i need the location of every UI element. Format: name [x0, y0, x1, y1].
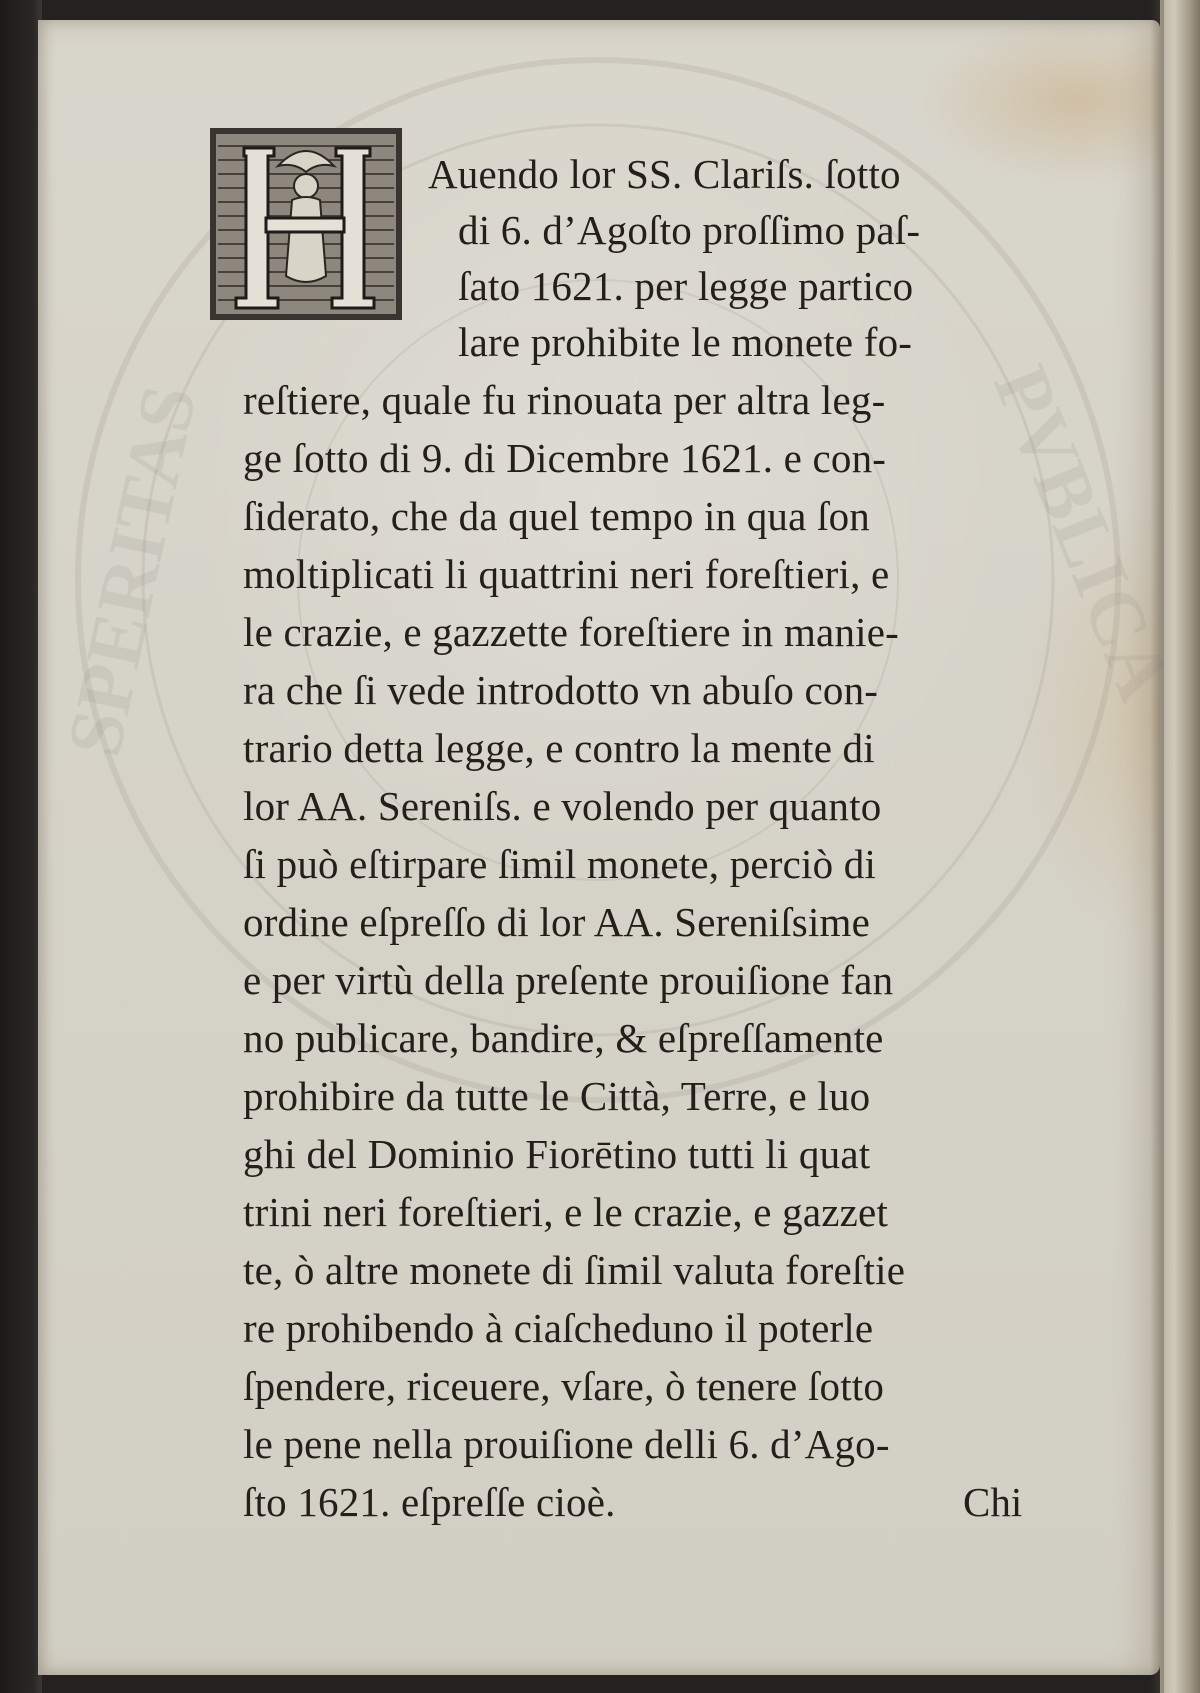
text-line: reſtiere, quale fu rinouata per altra leg- [243, 377, 886, 423]
text-line: ge ſotto di 9. di Dicembre 1621. e con- [243, 435, 887, 481]
text-line: lor AA. Sereniſs. e volendo per quanto [243, 783, 882, 829]
text-line: trini neri foreſtieri, e le crazie, e gazzet [243, 1189, 889, 1235]
text-line: ordine eſpreſſo di lor AA. Sereniſsime [243, 899, 871, 945]
text-line: te, ò altre monete di ſimil valuta foreſtie [243, 1247, 906, 1293]
adjacent-leaf-edge [1160, 0, 1200, 1693]
svg-text:SPERITAS: SPERITAS [49, 377, 213, 764]
text-line: e per virtù della preſente prouiſione fan [243, 957, 894, 1003]
text-line: lare prohibite le monete fo- [458, 319, 913, 365]
text-line: no publicare, bandire, & eſpreſſamente [243, 1015, 884, 1061]
text-line: ſiderato, che da quel tempo in qua ſon [243, 493, 870, 539]
initial-letter-label: H [408, 326, 409, 327]
svg-text:PVBLICA: PVBLICA [977, 353, 1190, 712]
text-line: le crazie, e gazzette foreſtiere in manie- [243, 609, 899, 655]
text-line: prohibire da tutte le Città, Terre, e luo [243, 1073, 871, 1119]
text-line: moltiplicati li quattrini neri foreſtieri, e [243, 551, 890, 597]
text-line: ghi del Dominio Fiorētino tutti li quat [243, 1131, 871, 1177]
text-line: Auendo lor SS. Clariſs. ſotto [428, 151, 901, 197]
text-line: re prohibendo à ciaſcheduno il poterle [243, 1305, 874, 1351]
decorated-initial-h [208, 126, 409, 327]
binding-shadow [1150, 0, 1164, 1693]
text-line: ſpendere, riceuere, vſare, ò tenere ſotto [243, 1363, 885, 1409]
scan-background-left [0, 0, 42, 1693]
text-line: ra che ſi vede introdotto vn abuſo con- [243, 667, 879, 713]
printed-page [38, 20, 1190, 1675]
text-line: ſi può eſtirpare ſimil monete, perciò di [243, 841, 877, 887]
text-line: di 6. d’Agoſto proſſimo paſ- [458, 207, 921, 253]
text-line: ſto 1621. eſpreſſe cioè. [243, 1479, 616, 1525]
text-line: le pene nella prouiſione delli 6. d’Ago- [243, 1421, 890, 1467]
text-line: trario detta legge, e contro la mente di [243, 725, 875, 771]
catchword: Chi [963, 1479, 1023, 1525]
text-line: ſato 1621. per legge partico [458, 263, 914, 309]
